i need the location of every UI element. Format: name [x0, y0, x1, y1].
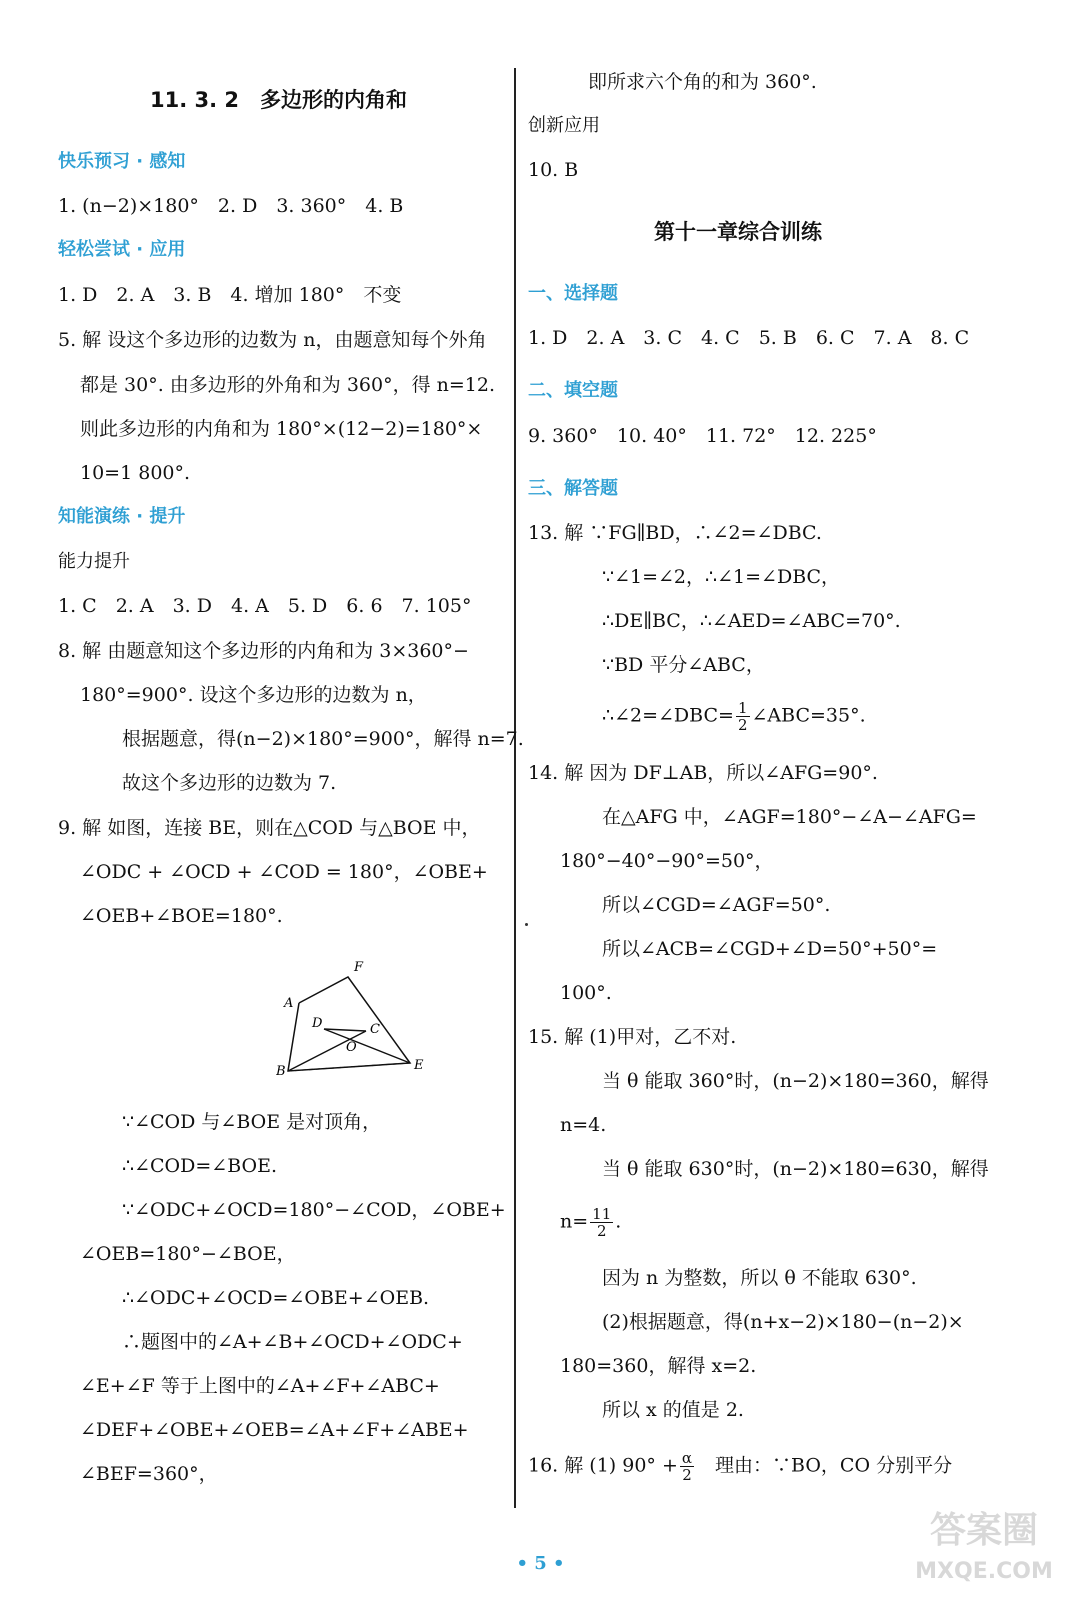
answer-line: 1. C 2. A 3. D 4. A 5. D 6. 6 7. 105° — [58, 595, 472, 617]
watermark-top: 答案圈 — [929, 1510, 1039, 1551]
answer-line: 8. 解 由题意知这个多边形的内角和为 3×360°− — [58, 640, 469, 662]
text: ∴∠2=∠DBC= — [602, 704, 734, 727]
answer-line: ∠E+∠F 等于上图中的∠A+∠F+∠ABC+ — [80, 1375, 440, 1397]
label-e: E — [414, 1058, 424, 1073]
answer-line: 180°−40°−90°=50°， — [560, 850, 774, 872]
answer-line: 15. 解 (1)甲对，乙不对. — [528, 1026, 737, 1048]
denominator: 2 — [737, 716, 748, 734]
answer-line: 180=360，解得 x=2. — [560, 1355, 757, 1377]
heading-preview: 快乐预习 · 感知 — [58, 151, 186, 172]
text: 理由：∵BO，CO 分别平分 — [696, 1454, 953, 1477]
answer-line: ∴∠COD=∠BOE. — [122, 1155, 277, 1177]
answer-line: 1. D 2. A 3. C 4. C 5. B 6. C 7. A 8. C — [528, 327, 970, 349]
subheading-ability: 能力提升 — [58, 551, 130, 572]
answer-line: ∠BEF=360°， — [80, 1463, 218, 1485]
label-b: B — [276, 1064, 286, 1075]
answer-line: 在△AFG 中，∠AGF=180°−∠A−∠AFG= — [602, 806, 977, 828]
answer-line: 180°=900°. 设这个多边形的边数为 n， — [80, 684, 427, 706]
fraction — [590, 1206, 613, 1239]
heading-try: 轻松尝试 · 应用 — [58, 239, 186, 260]
answer-line: 10=1 800°. — [80, 462, 191, 484]
answer-line: ∵BD 平分∠ABC， — [602, 654, 765, 676]
text: ∠ABC=35°. — [751, 704, 866, 727]
answer-line: ∴题图中的∠A+∠B+∠OCD+∠ODC+ — [122, 1331, 463, 1353]
answer-line: ∠ODC + ∠OCD + ∠COD = 180°，∠OBE+ — [80, 861, 488, 883]
answer-line: 根据题意，得(n−2)×180°=900°，解得 n=7. — [122, 728, 524, 750]
answer-line: 即所求六个角的和为 360°. — [588, 71, 817, 93]
subheading-innovation: 创新应用 — [528, 115, 600, 136]
page-number: • 5 • — [516, 1553, 565, 1574]
answer-line: 14. 解 因为 DF⊥AB，所以∠AFG=90°. — [528, 762, 878, 784]
answer-line: 因为 n 为整数，所以 θ 不能取 630°. — [602, 1267, 917, 1289]
text: n= — [560, 1210, 589, 1233]
heading-practice: 知能演练 · 提升 — [58, 506, 186, 527]
answer-line — [602, 700, 866, 733]
answer-line: 所以∠ACB=∠CGD+∠D=50°+50°= — [602, 938, 938, 960]
label-f: F — [354, 960, 364, 975]
answer-line: ∵∠ODC+∠OCD=180°−∠COD，∠OBE+ — [122, 1199, 506, 1221]
geometry-figure — [276, 955, 436, 1075]
label-o: O — [346, 1040, 357, 1055]
fraction — [736, 700, 750, 733]
numerator: α — [681, 1449, 693, 1467]
column-divider — [514, 68, 516, 1508]
label-d: D — [312, 1016, 323, 1031]
heading-fill: 二、填空题 — [528, 380, 618, 401]
section-title: 11. 3. 2 多边形的内角和 — [150, 88, 408, 112]
fraction — [680, 1450, 694, 1483]
denominator: 2 — [682, 1466, 692, 1484]
answer-line — [528, 1450, 952, 1483]
watermark-bottom: MXQE.COM — [915, 1559, 1053, 1584]
answer-line: 1. (n−2)×180° 2. D 3. 360° 4. B — [58, 195, 404, 217]
answer-line — [560, 1206, 621, 1239]
answer-line: 当 θ 能取 630°时，(n−2)×180=630，解得 — [602, 1158, 989, 1180]
chapter-title: 第十一章综合训练 — [654, 220, 822, 244]
heading-choice: 一、选择题 — [528, 283, 618, 304]
label-c: C — [370, 1022, 380, 1037]
stray-dot — [525, 923, 528, 926]
denominator: 2 — [596, 1222, 607, 1240]
answer-line: 5. 解 设这个多边形的边数为 n，由题意知每个外角 — [58, 329, 487, 351]
answer-line: 都是 30°. 由多边形的外角和为 360°，得 n=12. — [80, 374, 496, 396]
answer-line: 1. D 2. A 3. B 4. 增加 180° 不变 — [58, 284, 402, 306]
answer-line: ∠OEB=180°−∠BOE， — [80, 1243, 296, 1265]
watermark-logo — [909, 1500, 1059, 1590]
answer-line: ∴∠ODC+∠OCD=∠OBE+∠OEB. — [122, 1287, 430, 1309]
answer-line: 故这个多边形的边数为 7. — [122, 772, 337, 794]
text: 16. 解 (1) 90° + — [528, 1454, 678, 1477]
answer-line: 所以∠CGD=∠AGF=50°. — [602, 894, 831, 916]
numerator: 11 — [592, 1205, 612, 1223]
answer-line: ∠OEB+∠BOE=180°. — [80, 905, 283, 927]
answer-line: 9. 360° 10. 40° 11. 72° 12. 225° — [528, 425, 877, 447]
answer-line: ∵∠COD 与∠BOE 是对顶角， — [122, 1111, 382, 1133]
answer-line: ∴DE∥BC，∴∠AED=∠ABC=70°. — [602, 610, 901, 632]
numerator: 1 — [737, 699, 748, 717]
answer-line: 100°. — [560, 982, 612, 1004]
answer-line: 所以 x 的值是 2. — [602, 1399, 744, 1421]
answer-line: (2)根据题意，得(n+x−2)×180−(n−2)× — [602, 1311, 964, 1333]
answer-line: 13. 解 ∵FG∥BD，∴∠2=∠DBC. — [528, 522, 822, 544]
label-a: A — [284, 996, 294, 1011]
answer-line: 则此多边形的内角和为 180°×(12−2)=180°× — [80, 418, 483, 440]
answer-line: ∠DEF+∠OBE+∠OEB=∠A+∠F+∠ABE+ — [80, 1419, 469, 1441]
answer-line: ∵∠1=∠2，∴∠1=∠DBC， — [602, 566, 841, 588]
heading-solve: 三、解答题 — [528, 478, 618, 499]
text: . — [615, 1210, 622, 1233]
answer-line: n=4. — [560, 1114, 607, 1136]
answer-line: 9. 解 如图，连接 BE，则在△COD 与△BOE 中， — [58, 817, 481, 839]
answer-line: 10. B — [528, 159, 579, 181]
answer-line: 当 θ 能取 360°时，(n−2)×180=360，解得 — [602, 1070, 989, 1092]
